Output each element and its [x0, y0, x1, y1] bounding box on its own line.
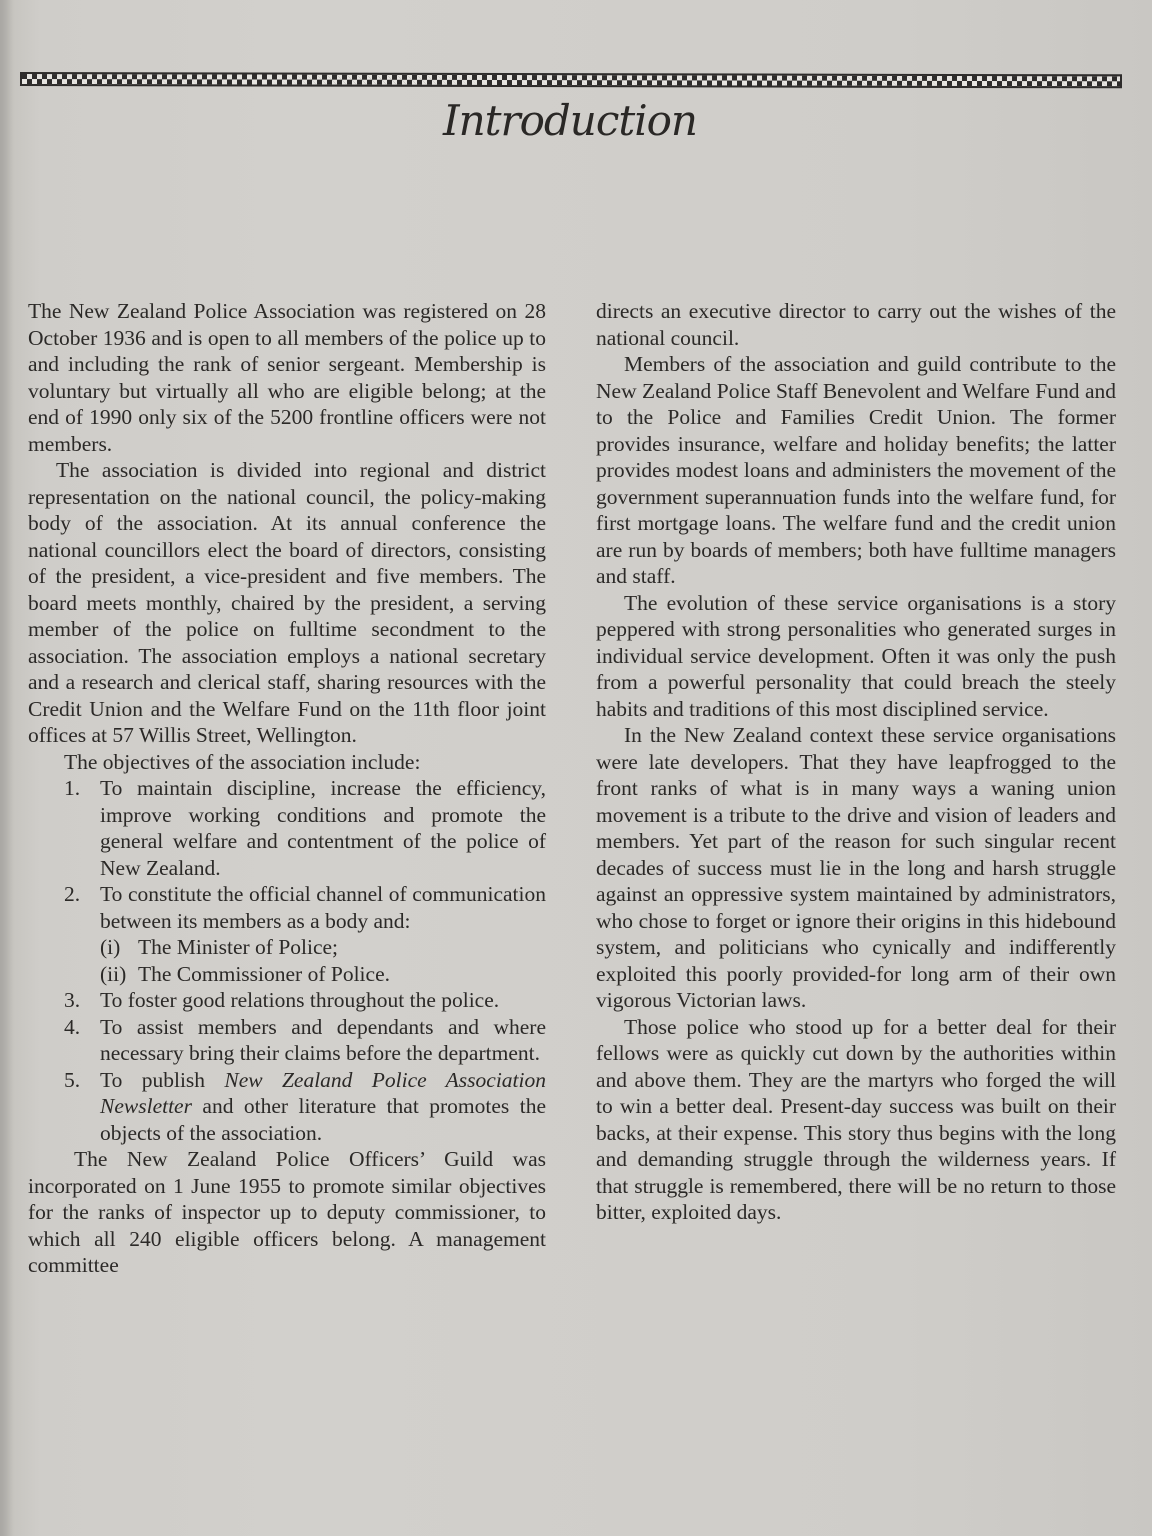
left-column: [28, 298, 546, 1279]
objectives-intro: The objectives of the association include:: [64, 749, 421, 774]
objective-item: [28, 775, 546, 881]
objective-number: 3.: [64, 988, 81, 1012]
subitem-number: (i): [100, 935, 121, 959]
objective-number: 4.: [64, 1014, 81, 1039]
objective-number: 1.: [64, 776, 81, 800]
page-title: Introduction: [443, 96, 697, 145]
objective-subitem: [100, 934, 546, 961]
subitem-text: The Minister of Police;: [138, 935, 339, 959]
objectives-list: [28, 775, 546, 1146]
objective-item: [28, 1067, 546, 1147]
book-gutter-shadow: [0, 0, 14, 1536]
objective-text: To foster good relations throughout the police.: [100, 988, 500, 1012]
objective-number: 5.: [64, 1067, 81, 1092]
checkerboard-pattern: [22, 74, 1120, 86]
paragraph-members: Members of the association and guild contribute to the New Zealand Police Staff Benevolent and Welfare Fund and to the Police and Families Credit Union. The former provides insurance, welfare and holiday benefits; the latter provides modest loans and administers the movement of the government superannuation funds into the welfare fund, for first mortgage loans. The welfare fund and the credit union are run by boards of members; both have fulltime managers and staff.: [596, 352, 1116, 588]
paragraph-registration: The New Zealand Police Association was registered on 28 October 1936 and is open to all members of the police up to and including the rank of senior sergeant. Membership is voluntary but virtually all who are eligible belong; at the end of 1990 only six of the 5200 frontline officers were not members.: [28, 299, 546, 456]
objective-item: [28, 881, 546, 987]
subitem-text: The Commissioner of Police.: [138, 961, 390, 986]
objective-number: 2.: [64, 882, 81, 906]
paragraph-evolution: The evolution of these service organisations is a story peppered with strong personalities who generated surges in individual service development. Often it was only the push from a powerful personality that could breach the steely habits and traditions of this most disciplined service.: [596, 590, 1116, 721]
paragraph-structure: The association is divided into regional and district representation on the national council, the policy-making body of the association. At its annual conference the national councillors elect the board of directors, consisting of the president, a vice-president and five members. The board meets monthly, chaired by the president, a serving member of the police on fulltime secondment to the association. The association employs a national secretary and a research and clerical staff, sharing resources with the Credit Union and the Welfare Fund on the 11th floor joint offices at 57 Willis Street, Wellington.: [28, 458, 546, 747]
subitem-number: (ii): [100, 961, 127, 986]
objective-text-before: To publish: [100, 1067, 225, 1092]
objective-subitem: [100, 961, 546, 988]
newsletter-title: New Zealand Police Association Newsletter: [100, 1067, 546, 1118]
objective-text: To assist members and dependants and where necessary bring their claims before the department.: [100, 1014, 546, 1065]
paragraph-context: In the New Zealand context these service organisations were late developers. That they have leapfrogged to the front ranks of what is in many ways a waning union movement is a tribute to the drive and vision of leaders and members. Yet part of the reason for such singular recent decades of success must lie in the long and harsh struggle against an oppressive system maintained by administrators, who chose to forget or ignore their origins in this hidebound system, and politicians who cynically and indifferently exploited this poorly provided-for long arm of their own vigorous Victorian laws.: [596, 723, 1116, 1012]
checkerboard-rule: [20, 72, 1122, 88]
objective-sublist: [100, 934, 546, 987]
objective-text-after: and other literature that promotes the objects of the association.: [100, 1094, 546, 1145]
paragraph-guild: The New Zealand Police Officers’ Guild was incorporated on 1 June 1955 to promote similar objectives for the ranks of inspector up to deputy commissioner, to which all 240 eligible officers belong. A management committee: [28, 1147, 546, 1277]
objective-text: To constitute the official channel of communication between its members as a body and:: [100, 882, 546, 933]
right-column: [596, 298, 1116, 1226]
objective-text: To maintain discipline, increase the efficiency, improve working conditions and promote the general welfare and contentment of the police of New Zealand.: [100, 776, 546, 880]
objective-item: [28, 1014, 546, 1067]
objective-item: [28, 987, 546, 1014]
paragraph-continued: directs an executive director to carry out the wishes of the national council.: [596, 299, 1116, 350]
paragraph-police: Those police who stood up for a better deal for their fellows were as quickly cut down by the authorities within and above them. They are the martyrs who forged the will to win a better deal. Present-day success was built on their backs, at their expense. This story thus begins with the long and demanding struggle through the wilderness years. If that struggle is remembered, there will be no return to those bitter, exploited days.: [596, 1014, 1116, 1224]
